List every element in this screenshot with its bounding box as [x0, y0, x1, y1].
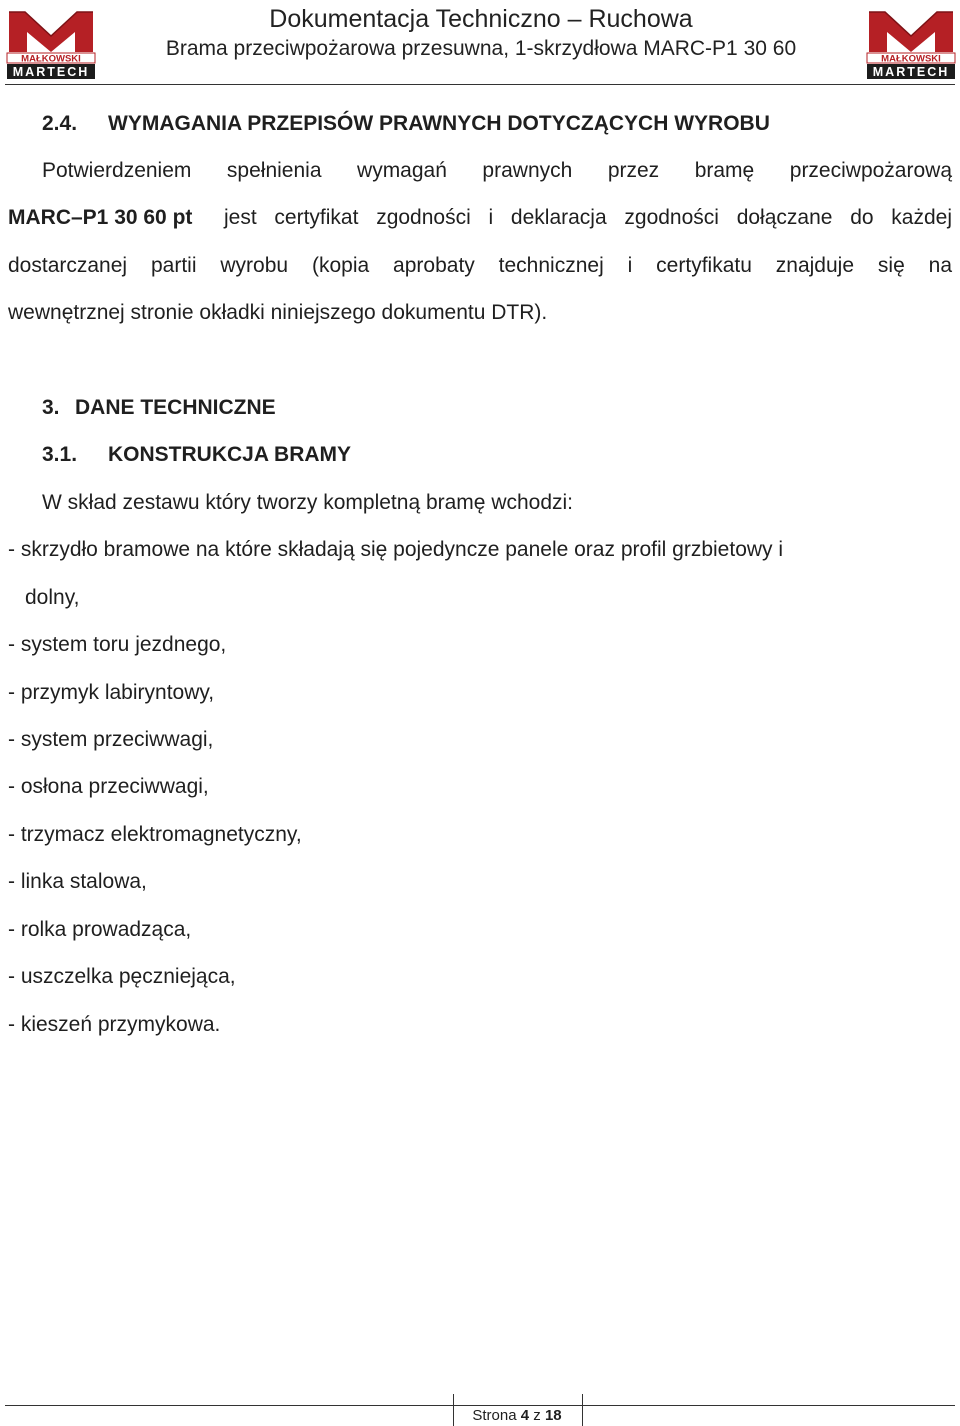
section-2-4-number: 2.4. [42, 112, 78, 135]
header-divider [5, 84, 955, 85]
current-page: 4 [520, 1407, 530, 1424]
page-label: Strona [472, 1407, 517, 1424]
list-item: - system toru jezdnego, [8, 633, 227, 656]
company-logo-right [865, 6, 957, 80]
logo-text-top: MAŁKOWSKI [881, 53, 941, 65]
list-item: - rolka prowadząca, [8, 918, 192, 941]
martech-logo-icon [865, 6, 957, 80]
logo-text-bottom: MARTECH [12, 65, 90, 79]
list-item-continuation: dolny, [25, 586, 80, 609]
list-item: - kieszeń przymykowa. [8, 1013, 221, 1036]
list-item: - trzymacz elektromagnetyczny, [8, 823, 302, 846]
section-3-1-intro: W skład zestawu który tworzy kompletną bramę wchodzi: [42, 491, 574, 514]
document-header [100, 4, 862, 63]
header-title: Dokumentacja Techniczno – Ruchowa [269, 5, 693, 33]
logo-text-top: MAŁKOWSKI [21, 53, 81, 65]
header-subtitle: Brama przeciwpożarowa przesuwna, 1-skrzydłowa MARC-P1 30 60 [165, 37, 797, 60]
section-2-4-paragraph-line-1: Potwierdzeniem spełnienia wymagań prawnych przez bramę przeciwpożarową [42, 159, 952, 182]
list-item: - przymyk labiryntowy, [8, 681, 215, 704]
of-label: z [533, 1407, 541, 1424]
section-2-4-paragraph-line-3: dostarczanej partii wyrobu (kopia aprobaty technicznej i certyfikatu znajduje się na [8, 254, 952, 277]
total-pages: 18 [544, 1407, 562, 1424]
section-2-4-heading: WYMAGANIA PRZEPISÓW PRAWNYCH DOTYCZĄCYCH WYROBU [108, 112, 770, 135]
list-item: - linka stalowa, [8, 870, 147, 893]
section-3-1-number: 3.1. [42, 443, 78, 466]
logo-text-bottom: MARTECH [872, 65, 950, 79]
list-item: - skrzydło bramowe na które składają się pojedyncze panele oraz profil grzbietowy i [8, 538, 784, 561]
page-number [453, 1407, 581, 1425]
section-3-1-heading: KONSTRUKCJA BRAMY [108, 443, 352, 466]
list-item: - system przeciwwagi, [8, 728, 214, 751]
section-3-number: 3. [42, 396, 60, 419]
martech-logo-icon [5, 6, 97, 80]
company-logo-left [5, 6, 97, 80]
list-item: - osłona przeciwwagi, [8, 775, 209, 798]
list-item: - uszczelka pęczniejąca, [8, 965, 236, 988]
section-3-heading: DANE TECHNICZNE [75, 396, 276, 419]
section-2-4-paragraph-line-2: jest certyfikat zgodności i deklaracja zgodności dołączane do każdej [224, 206, 952, 229]
section-2-4-paragraph-line-4: wewnętrznej stronie okładki niniejszego dokumentu DTR). [8, 301, 548, 324]
product-name: MARC–P1 30 60 pt [8, 206, 193, 229]
